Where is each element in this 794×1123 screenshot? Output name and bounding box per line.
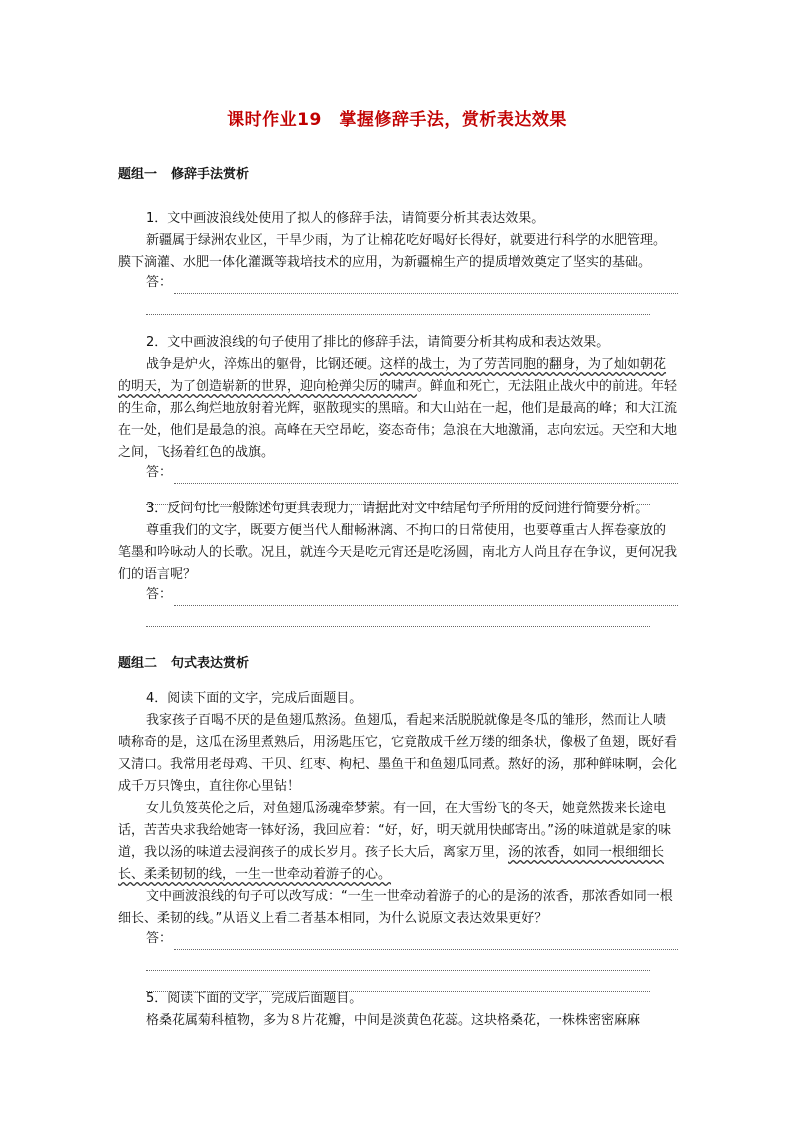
group-label: 题组一 <box>118 167 158 182</box>
passage-paragraph <box>118 798 678 886</box>
question-2 <box>118 332 678 505</box>
answer-blank[interactable] <box>174 937 678 950</box>
passage-text: 战争是炉火，淬炼出的躯骨，比钢还硬。 <box>146 357 381 372</box>
group-label: 题组二 <box>118 656 158 671</box>
passage <box>118 354 678 464</box>
passage-text: ，就要进行科学的水肥管理。膜下滴灌、水肥一体化灌溉等栽培技术的应用，为新疆棉生产的提质增效奠定了坚实的基础。 <box>118 233 667 270</box>
question-text: 文中画波浪线的句子可以改写成：“一生一世牵动着游子的心的是汤的浓香，那浓香如同一根细长、柔韧的线。”从语义上看二者基本相同，为什么说原文表达效果更好？ <box>118 889 673 926</box>
passage-text: 新疆属于绿洲农业区，干旱少雨，为了让 <box>146 233 381 248</box>
group-heading-2 <box>118 652 263 671</box>
passage <box>118 230 678 274</box>
answer-line[interactable] <box>118 464 678 484</box>
answer-label: 答： <box>146 931 173 946</box>
passage-paragraph: 我家孩子百喝不厌的是鱼翅瓜熬汤。鱼翅瓜，看起来活脱脱就像是冬瓜的雏形，然而让人啧啧称奇的是，这瓜在汤里煮熟后，用汤匙压它，它竟散成千丝万缕的细条状，像极了鱼翅，既好看又清口。我常用老母鸡、干贝、红枣、枸杞、墨鱼干和鱼翅瓜同煮。熬好的汤，那种鲜味啊，会化成千万只馋虫，直往你心里钻！ <box>118 713 678 794</box>
answer-blank[interactable] <box>146 606 650 627</box>
answer-blank[interactable] <box>174 281 678 294</box>
answer-line[interactable] <box>118 930 678 950</box>
answer-label: 答： <box>146 465 173 480</box>
wavy-underlined-text: 这样的战士，为了劳苦同胞的翻身，为了灿如朝花的明天，为了创造崭新的世界，迎向枪弹尖厉的啸声 <box>118 357 667 394</box>
answer-blank[interactable] <box>146 950 650 971</box>
passage: 尊重我们的文字，既要方便当代人酣畅淋漓、不拘口的日常使用，也要尊重古人挥卷豪放的笔墨和吟咏动人的长歌。况且，就连今天是吃元宵还是吃汤圆，南北方人尚且存在争议，更何况我们的语言呢？ <box>118 523 678 582</box>
question-prompt: 5．阅读下面的文字，完成后面题目。 <box>146 991 363 1006</box>
question-5 <box>118 988 678 1032</box>
answer-label: 答： <box>146 587 173 602</box>
question-prompt: 1．文中画波浪线处使用了拟人的修辞手法，请简要分析其表达效果。 <box>146 211 545 226</box>
question-4 <box>118 688 678 992</box>
answer-blank[interactable] <box>174 593 678 606</box>
answer-blank[interactable] <box>146 294 650 315</box>
group-heading-1 <box>118 163 263 182</box>
wavy-underlined-text: 汤的浓香，如同一根细细长长、柔柔韧韧的线，一生一世牵动着游子的心。 <box>118 845 665 882</box>
question-1 <box>118 208 678 315</box>
question-prompt: 3．反问句比一般陈述句更具表现力，请据此对文中结尾句子所用的反问进行简要分析。 <box>146 501 649 516</box>
question-prompt: 2．文中画波浪线的句子使用了排比的修辞手法，请简要分析其构成和表达效果。 <box>146 335 610 350</box>
answer-line[interactable] <box>118 274 678 294</box>
group-name: 修辞手法赏析 <box>171 167 250 182</box>
group-name: 句式表达赏析 <box>171 656 250 671</box>
question-prompt: 4．阅读下面的文字，完成后面题目。 <box>146 691 363 706</box>
answer-line[interactable] <box>118 586 678 606</box>
passage-text: 。鲜血和死亡，无法阻止战火中的前进。年轻的生命，那么绚烂地放射着光辉，驱散现实的黑暗。和大山站在一起，他们是最高的峰；和大江流在一处，他们是最急的浪。高峰在天空昂屹，姿态奇伟；急浪在大地激涌，志向宏远。天空和大地之间，飞扬着红色的战旗。 <box>118 379 678 460</box>
answer-blank[interactable] <box>174 471 678 484</box>
passage-paragraph: 格桑花属菊科植物，多为８片花瓣，中间是淡黄色花蕊。这块格桑花，一株株密密麻麻 <box>146 1013 641 1028</box>
passage-text: 女儿负笈英伦之后，对鱼翅瓜汤魂牵梦萦。有一回，在大雪纷飞的冬天，她竟然拨来长途电话，苦苦央求我给她寄一钵好汤，我回应着：“好，好，明天就用快邮寄出。”汤的味道就是家的味道，我以汤的味道去浸润孩子的成长岁月。孩子长大后，离家万里， <box>118 801 671 860</box>
wavy-underlined-text: 棉花吃好喝好长得好 <box>380 233 498 248</box>
question-3 <box>118 498 678 627</box>
page-title: 课时作业19 掌握修辞手法，赏析表达效果 <box>227 110 567 130</box>
answer-label: 答： <box>146 275 173 290</box>
